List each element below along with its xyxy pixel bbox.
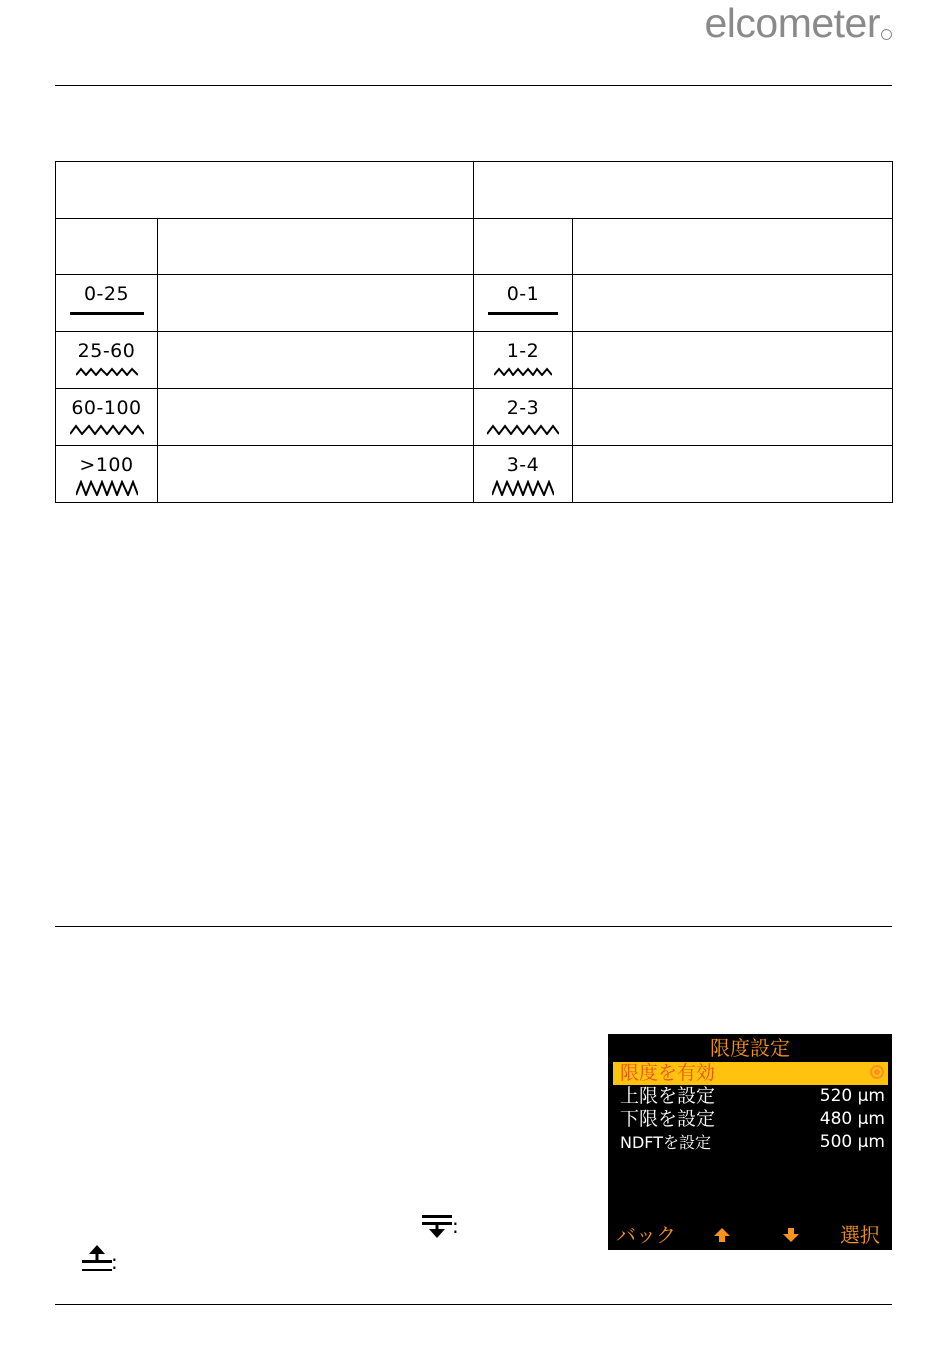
menu-item-value: 480 µm [819, 1109, 885, 1129]
menu-item-label: 上限を設定 [620, 1085, 716, 1107]
registered-icon [881, 29, 892, 40]
left-subheader-desc [158, 219, 474, 275]
right-subheader-desc [573, 219, 893, 275]
menu-item-enable-limits[interactable] [613, 1062, 888, 1085]
left-header-cell [56, 162, 474, 219]
left-desc-cell [158, 389, 474, 446]
left-range-label: 25-60 [77, 340, 136, 362]
back-softkey[interactable]: バック [616, 1223, 676, 1247]
coarse-roughness-icon [492, 480, 554, 496]
table-row [56, 332, 893, 389]
down-arrow-icon[interactable] [783, 1228, 799, 1245]
right-desc-cell [573, 275, 893, 332]
roughness-table [55, 161, 893, 503]
right-header-cell [474, 162, 893, 219]
flat-surface-icon [70, 309, 144, 317]
right-subheader-symbol [474, 219, 573, 275]
left-desc-cell [158, 446, 474, 503]
coarse-roughness-icon [76, 480, 138, 496]
lower-limit-icon [421, 1213, 453, 1243]
left-symbol-cell [56, 332, 158, 389]
left-range-label: 0-25 [83, 283, 130, 305]
lower-limit-colon: : [452, 1214, 459, 1238]
medium-roughness-icon [70, 423, 144, 435]
left-desc-cell [158, 332, 474, 389]
upper-limit-colon: : [111, 1250, 118, 1274]
upper-limit-icon [81, 1243, 113, 1277]
menu-item-set-upper-limit[interactable] [613, 1085, 888, 1108]
elcometer-logo [704, 0, 892, 46]
table-row [56, 446, 893, 503]
footer-divider [55, 1304, 892, 1305]
right-range-label: 0-1 [506, 283, 540, 305]
menu-item-label: 下限を設定 [620, 1108, 716, 1130]
flat-surface-icon [488, 309, 558, 317]
left-desc-cell [158, 275, 474, 332]
menu-item-label: NDFTを設定 [620, 1133, 711, 1152]
right-range-label: 2-3 [506, 397, 540, 419]
menu-item-set-ndft[interactable] [613, 1131, 888, 1154]
section-divider [55, 926, 892, 927]
right-symbol-cell [474, 446, 573, 503]
table-row [56, 389, 893, 446]
menu-item-label: 限度を有効 [620, 1062, 716, 1084]
right-symbol-cell [474, 389, 573, 446]
limits-screen [608, 1034, 892, 1250]
header-divider [55, 85, 892, 86]
right-desc-cell [573, 389, 893, 446]
left-range-label: >100 [79, 454, 134, 476]
left-symbol-cell [56, 389, 158, 446]
menu-item-set-lower-limit[interactable] [613, 1108, 888, 1131]
menu-item-value: 500 µm [819, 1132, 885, 1152]
right-desc-cell [573, 332, 893, 389]
fine-roughness-icon [76, 366, 138, 376]
radio-selected-icon[interactable] [870, 1065, 884, 1079]
right-range-label: 1-2 [506, 340, 540, 362]
menu-item-value: 520 µm [819, 1086, 885, 1106]
right-range-label: 3-4 [506, 454, 540, 476]
right-desc-cell [573, 446, 893, 503]
up-arrow-icon[interactable] [714, 1228, 730, 1245]
right-symbol-cell [474, 275, 573, 332]
select-softkey[interactable]: 選択 [840, 1223, 880, 1247]
table-row [56, 275, 893, 332]
medium-roughness-icon [487, 423, 559, 435]
left-subheader-symbol [56, 219, 158, 275]
left-range-label: 60-100 [71, 397, 142, 419]
logo-text: elcometer [704, 0, 880, 46]
left-symbol-cell [56, 275, 158, 332]
fine-roughness-icon [494, 366, 552, 376]
screen-title: 限度設定 [710, 1036, 790, 1060]
left-symbol-cell [56, 446, 158, 503]
right-symbol-cell [474, 332, 573, 389]
